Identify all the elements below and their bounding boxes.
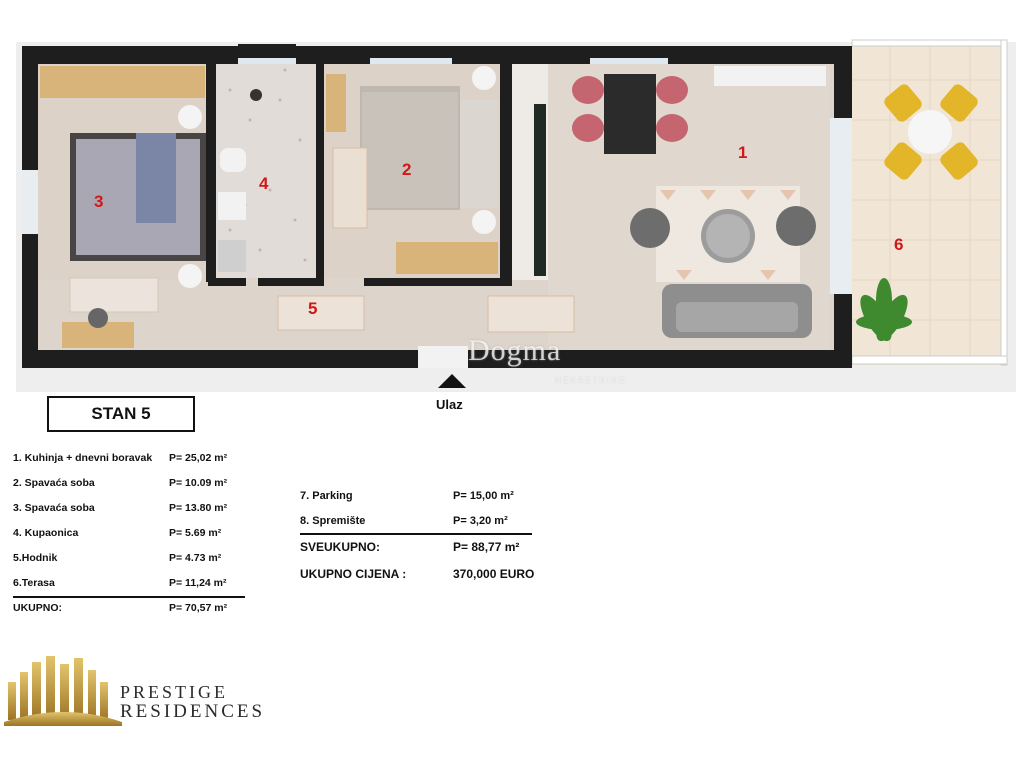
row-value: P= 15,00 m² <box>453 490 514 502</box>
room-number-5: 5 <box>308 299 318 318</box>
row-label: 4. Kupaonica <box>13 527 79 539</box>
room-number-6: 6 <box>894 235 904 254</box>
row-value: P= 4.73 m² <box>169 552 222 564</box>
row-value: P= 25,02 m² <box>169 452 228 464</box>
row-label: 1. Kuhinja + dnevni boravak <box>13 452 153 464</box>
room-number-3: 3 <box>94 192 104 211</box>
grand-total-value: P= 88,77 m² <box>453 540 520 554</box>
room-number-4: 4 <box>259 174 269 193</box>
row-value: P= 3,20 m² <box>453 515 508 527</box>
row-value: P= 13.80 m² <box>169 502 228 514</box>
row-label: 7. Parking <box>300 490 353 502</box>
extras-table <box>300 490 540 590</box>
row-value: P= 11,24 m² <box>169 577 227 589</box>
grand-total-label: SVEUKUPNO: <box>300 540 381 554</box>
total-value: P= 70,57 m² <box>169 602 228 614</box>
table-divider <box>300 533 532 535</box>
row-value: P= 5.69 m² <box>169 527 222 539</box>
logo-line-2: RESIDENCES <box>120 701 266 722</box>
row-label: 8. Spremište <box>300 515 366 527</box>
row-value: P= 10.09 m² <box>169 477 228 489</box>
areas-table <box>13 452 253 622</box>
entrance-label: Ulaz <box>436 397 463 412</box>
room-number-2: 2 <box>402 160 412 179</box>
row-label: 2. Spavaća soba <box>13 477 95 489</box>
apartment-title <box>47 396 195 432</box>
row-label: 5.Hodnik <box>13 552 58 564</box>
price-label: UKUPNO CIJENA : <box>300 567 407 581</box>
price-value: 370,000 EURO <box>453 567 535 581</box>
table-divider <box>13 596 245 598</box>
watermark: Dogma <box>468 334 562 367</box>
room-number-1: 1 <box>738 143 748 162</box>
total-label: UKUPNO: <box>13 602 62 614</box>
row-label: 3. Spavaća soba <box>13 502 95 514</box>
logo-line-1: PRESTIGE <box>120 682 229 702</box>
watermark-subtitle: NEKRETNINE <box>555 376 627 385</box>
prestige-residences-logo <box>4 652 124 726</box>
apartment-title-text: STAN 5 <box>91 404 151 423</box>
row-label: 6.Terasa <box>13 577 55 589</box>
